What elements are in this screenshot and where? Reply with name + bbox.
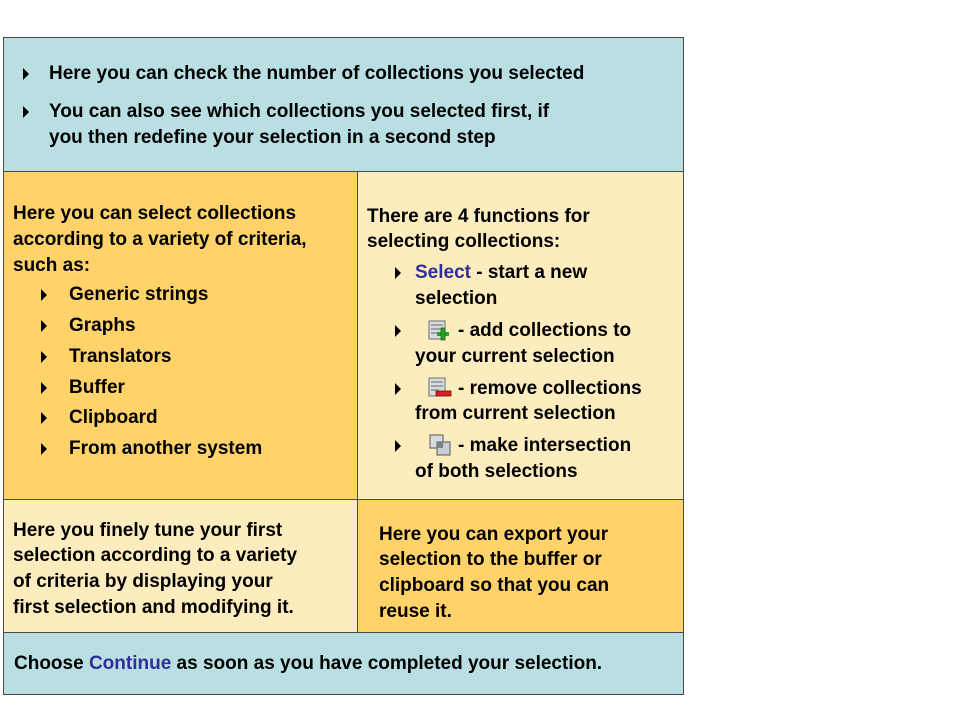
bullet-arrow-icon [395, 325, 401, 337]
criteria-item-clipboard: Clipboard [69, 407, 158, 428]
intersect-function-line-1: - make intersection [458, 435, 632, 456]
bullet-arrow-icon [41, 412, 47, 424]
remove-selection-icon[interactable] [428, 376, 452, 400]
functions-intro-line-1: There are 4 functions for [367, 206, 590, 227]
intersect-function-line-2: of both selections [415, 461, 578, 482]
fine-tune-panel [3, 499, 358, 633]
criteria-item-translators: Translators [69, 346, 172, 367]
tune-line-3: of criteria by displaying your [13, 571, 273, 592]
add-function-line-2: your current selection [415, 346, 615, 367]
bullet-arrow-icon [395, 383, 401, 395]
export-line-4: reuse it. [379, 601, 452, 622]
criteria-intro-line-2: according to a variety of criteria, [13, 229, 307, 250]
selection-criteria-panel [3, 171, 358, 500]
bullet-arrow-icon [395, 440, 401, 452]
functions-intro-line-2: selecting collections: [367, 231, 561, 252]
bullet-arrow-icon [41, 382, 47, 394]
summary-bullet-2-line-1: You can also see which collections you selected first, if [49, 101, 550, 122]
tune-line-2: selection according to a variety [13, 545, 298, 566]
continue-suffix: as soon as you have completed your selection. [171, 653, 603, 674]
remove-function-line-1: - remove collections [458, 378, 642, 399]
export-panel [357, 499, 684, 633]
continue-instruction [14, 651, 602, 677]
criteria-item-buffer: Buffer [69, 377, 125, 398]
selection-functions-panel [357, 171, 684, 500]
continue-prefix: Choose [14, 653, 89, 674]
criteria-item-graphs: Graphs [69, 315, 136, 336]
continue-link[interactable]: Continue [88, 653, 172, 674]
tune-line-1: Here you finely tune your first [13, 520, 283, 541]
export-line-1: Here you can export your [379, 524, 609, 545]
bullet-arrow-icon [41, 320, 47, 332]
bullet-arrow-icon [395, 267, 401, 279]
add-selection-icon[interactable] [428, 319, 452, 343]
select-function-desc: - start a new [470, 262, 588, 283]
criteria-item-generic-strings: Generic strings [69, 284, 209, 305]
criteria-intro-line-1: Here you can select collections [13, 203, 297, 224]
export-line-2: selection to the buffer or [379, 549, 602, 570]
intersect-selection-icon[interactable] [428, 433, 452, 457]
select-function-line-1 [415, 260, 587, 286]
summary-bullet-2-line-2: you then redefine your selection in a second step [49, 127, 496, 148]
continue-panel [3, 632, 684, 695]
select-function-label[interactable]: Select [415, 262, 471, 283]
summary-bullet-1: Here you can check the number of collections you selected [49, 63, 585, 84]
add-function-line-1: - add collections to [458, 320, 632, 341]
remove-function-line-2: from current selection [415, 403, 616, 424]
criteria-item-another-system: From another system [69, 438, 263, 459]
criteria-intro-line-3: such as: [13, 255, 91, 276]
bullet-arrow-icon [41, 351, 47, 363]
bullet-arrow-icon [41, 289, 47, 301]
tune-line-4: first selection and modifying it. [13, 597, 294, 618]
export-line-3: clipboard so that you can [379, 575, 610, 596]
bullet-arrow-icon [23, 68, 29, 80]
select-function-line-2: selection [415, 288, 498, 309]
bullet-arrow-icon [23, 106, 29, 118]
selection-summary-panel [3, 37, 684, 172]
bullet-arrow-icon [41, 443, 47, 455]
